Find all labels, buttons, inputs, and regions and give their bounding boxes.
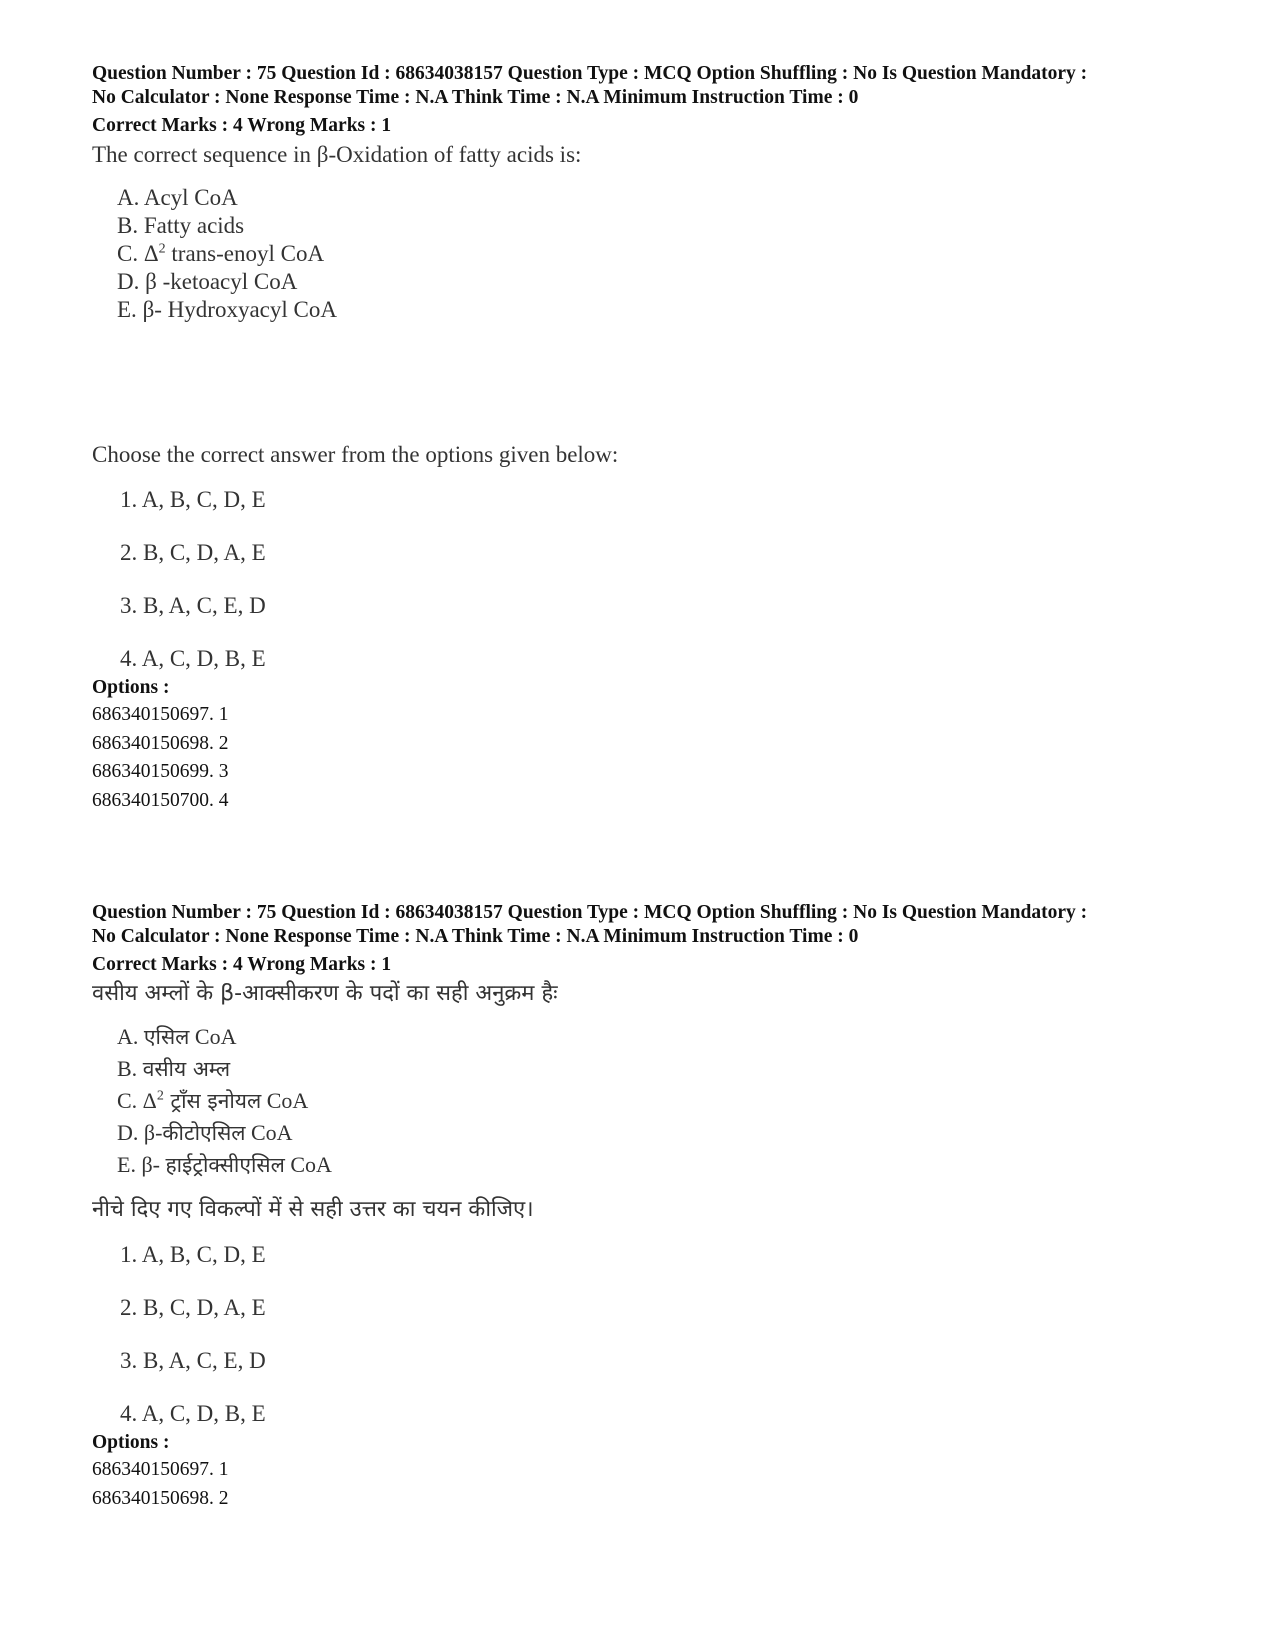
option-id-2: 686340150698. 2 bbox=[92, 732, 229, 754]
options-heading: Options : bbox=[92, 677, 170, 698]
question-meta-line-1: Question Number : 75 Question Id : 68634038157 Question Type : MCQ Option Shuffling : No Is Question Mandatory : bbox=[92, 902, 1088, 923]
sequence-item-c: C. $\Delta^2$ ट्रॉंस इनोयल CoA bbox=[117, 1088, 309, 1113]
answer-choice-4: 4. A, C, D, B, E bbox=[120, 646, 266, 671]
answer-choice-3: 3. B, A, C, E, D bbox=[120, 1348, 266, 1373]
sequence-item-d: D. β -ketoacyl CoA bbox=[117, 269, 298, 294]
answer-instruction: Choose the correct answer from the options given below: bbox=[92, 442, 619, 467]
sequence-item-a: A. Acyl CoA bbox=[117, 185, 238, 210]
answer-choice-4: 4. A, C, D, B, E bbox=[120, 1401, 266, 1426]
sequence-item-d: D. β-कीटोएसिल CoA bbox=[117, 1120, 293, 1145]
sequence-item-b: B. वसीय अम्ल bbox=[117, 1056, 231, 1081]
sequence-items bbox=[117, 1021, 1192, 1181]
sequence-item-e: E. β- हाईट्रोक्सीएसिल CoA bbox=[117, 1152, 332, 1177]
question-marks: Correct Marks : 4 Wrong Marks : 1 bbox=[92, 115, 392, 136]
option-id-1: 686340150697. 1 bbox=[92, 1459, 229, 1480]
answer-choice-2: 2. B, C, D, A, E bbox=[120, 540, 266, 565]
option-ids bbox=[92, 1456, 1192, 1513]
option-id-4: 686340150700. 4 bbox=[92, 789, 229, 811]
question-block-english bbox=[92, 62, 1192, 815]
question-meta bbox=[92, 62, 1192, 110]
answer-choice-1: 1. A, B, C, D, E bbox=[120, 1242, 266, 1267]
question-marks: Correct Marks : 4 Wrong Marks : 1 bbox=[92, 954, 392, 975]
sequence-item-a: A. एसिल CoA bbox=[117, 1024, 237, 1049]
question-meta-line-1: Question Number : 75 Question Id : 68634038157 Question Type : MCQ Option Shuffling : No Is Question Mandatory : bbox=[92, 63, 1088, 84]
question-meta-line-2: No Calculator : None Response Time : N.A Think Time : N.A Minimum Instruction Time : 0 bbox=[92, 87, 859, 108]
sequence-item-e: E. β- Hydroxyacyl CoA bbox=[117, 297, 337, 322]
sequence-item-b: B. Fatty acids bbox=[117, 213, 245, 238]
option-id-2: 686340150698. 2 bbox=[92, 1487, 229, 1509]
option-id-3: 686340150699. 3 bbox=[92, 761, 229, 782]
question-text: The correct sequence in β-Oxidation of fatty acids is: bbox=[92, 142, 582, 167]
options-heading: Options : bbox=[92, 1432, 170, 1453]
answer-choice-2: 2. B, C, D, A, E bbox=[120, 1295, 266, 1320]
question-meta bbox=[92, 901, 1192, 949]
answer-choices bbox=[120, 1241, 1192, 1428]
sequence-item-c: C. $\Delta^2$ trans-enoyl CoA bbox=[117, 241, 325, 266]
question-text: वसीय अम्लों के β-आक्सीकरण के पदों का सही अनुक्रम हैः bbox=[92, 981, 558, 1006]
option-ids bbox=[92, 701, 1192, 815]
option-id-1: 686340150697. 1 bbox=[92, 704, 229, 725]
answer-choices bbox=[120, 486, 1192, 673]
question-meta-line-2: No Calculator : None Response Time : N.A Think Time : N.A Minimum Instruction Time : 0 bbox=[92, 926, 859, 947]
sequence-items bbox=[117, 184, 1192, 324]
answer-instruction: नीचे दिए गए विकल्पों में से सही उत्तर का चयन कीजिए। bbox=[92, 1197, 534, 1222]
answer-choice-1: 1. A, B, C, D, E bbox=[120, 487, 266, 512]
question-block-hindi bbox=[92, 901, 1192, 1513]
answer-choice-3: 3. B, A, C, E, D bbox=[120, 593, 266, 618]
